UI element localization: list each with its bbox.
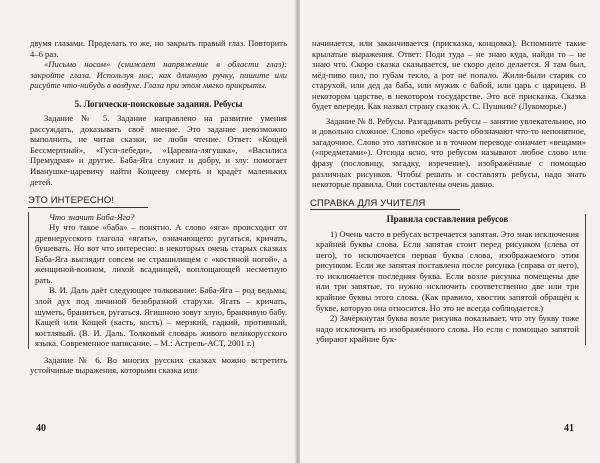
- paragraph: начинается, или заканчивается (присказка, концовка). Вспомните такие крылатые выражения. Ответ: Поди туда – не знаю куда, найди то – не знаю что. Скоро сказка сказывается, не скоро дело делается. Я там был, мёд-пиво пил, по губам текло, а рот не попало. Жили-были старик со старухой, или дед да баба, или мужик с бабой, или царь с царицею. В некотором царстве, в некотором государстве. Это всё присказка. Сказка будет впереди. Как назвал страну сказок А. С. Пушкин? (Лукоморье.): [312, 38, 586, 112]
- exercise-paragraph: «Письмо носом» (снижает напряжение в области глаз): закройте глаза. Используя нос, как длинную ручку, пишите или рисуйте что-нибудь в воздухе. Глаза при этом мягко прикрыты.: [30, 59, 287, 91]
- interesting-box-heading: ЭТО ИНТЕРЕСНО!: [28, 195, 148, 208]
- teacher-note-heading: СПРАВКА ДЛЯ УЧИТЕЛЯ: [310, 198, 460, 211]
- box-question: Что значит Баба-Яга?: [49, 211, 135, 222]
- task-6-paragraph: Задание № 6. Во многих русских сказках можно встретить устойчивые выражения, которыми сказка или: [30, 354, 287, 376]
- page-number: 41: [564, 423, 574, 435]
- page-number: 40: [36, 423, 46, 435]
- rule-paragraph: 1) Очень часто в ребусах встречается запятая. Это знак исключения крайней буквы слова. Если запятая стоит перед рисунком (слева от него), то исключается первая буква слова, изображаемого этим рисунком. Если же запятая поставлена после рисунка (справа от него), то исключается последняя буква. Если возле рисунка помещены две или три запятые, то нужно исключить соответственно две или три крайние буквы этого слова. (Как правило, хвостик запятой обращён к букве, которую она относится. Но это не всегда соблюдается.): [316, 228, 579, 313]
- interesting-box: [28, 212, 287, 349]
- paragraph: двумя глазами. Проделать то же, но закрыть правый глаз. Повторить 4–6 раз.: [30, 38, 287, 59]
- rules-title: Правила составления ребусов: [386, 214, 509, 225]
- left-page: [0, 0, 297, 463]
- box-paragraph: В. И. Даль даёт следующее толкование: Баба-Яга – род ведьмы, злой дух под личиной безобразной старухи. Ягать – кричать, шуметь, браниться, ругаться. Ягишною зовут злую, бранчивую бабу. Кащей или Кощей (касть, кость) – мерзкий, гадкий, противный, костлявый. (В. И. Даль. Толковый словарь живого великорусского языка. Современное написание. – М.: Астрель-АСТ, 2001 г.): [35, 285, 287, 349]
- rule-paragraph: 2) Зачёркнутая буква возле рисунка показывает, что эту букву тоже надо исключить из изображённого слова. Но если с помощью запятой убирают крайние бук-: [316, 313, 579, 345]
- task-5-paragraph: Задание № 5. Задание направлено на развитие умения рассуждать, доказывать своё мнение. Это задание невозможно выполнить, не читая сказки, не любя чтение. Ответ: «Кощей Бессмертный», «Гуси-лебеди», «Царевна-лягушка», «Василиса Премудрая» и другие. Баба-Яга служит и добру, и злу: помогает Иванушке-царевичу найти Кощееву смерть и крадёт маленьких детей.: [30, 113, 287, 187]
- task-8-paragraph: Задание № 8. Ребусы. Разгадывать ребусы – занятие увлекательное, но и довольно сложное. Слово «ребус» часто обозначают что-то непонятное, загадочное. Слово это латинское и в точном переводе означает «вещами» («предметами»). Отсюда ясно, что ребусом называют любое слово или фразу (пословицу, загадку, изречение), изображённые с помощью различных рисунков. Чтобы решать и составлять ребусы, надо знать некоторые правила. Они составлены очень давно.: [312, 115, 586, 190]
- box-paragraph: Ну что такое «баба» – понятно. А слово «яга» происходит от древнерусского глагола «ягать», означающего: ругаться, кричать, бушевать. Но вот что интересно: в некоторых очень старых сказках Баба-Яга выглядит совсем не страшилищем с «костяной ногой», а женщиной-воином, лихой всадницей, воплощающей несметную рать.: [35, 222, 287, 285]
- teacher-note-box: [310, 214, 586, 345]
- right-page: [300, 0, 600, 463]
- section-title: 5. Логически-поисковые задания. Ребусы: [74, 98, 243, 109]
